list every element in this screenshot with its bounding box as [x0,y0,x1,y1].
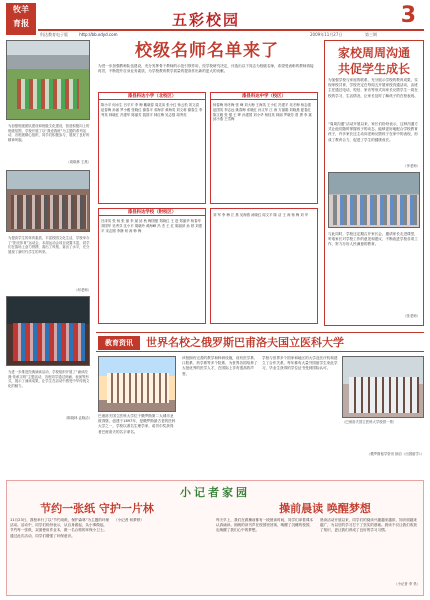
teacher-table-north [98,92,206,204]
university-body-3: 学校与世界多个国家和地区的大学及医疗机构建立了合作关系，每年都有大量外国留学生来此学习，毕业生获得的学位证书受到国际认可。 [262,356,338,371]
author-note-1: （周晓林 王燕） [66,160,91,164]
crowd-shape [11,195,87,229]
news-banner [96,332,424,352]
author-note-2: （何老师） [74,288,91,292]
section-title: 五彩校园 [171,11,240,29]
campus-shape [349,377,419,413]
bottom-article-1-cont [114,518,210,586]
right-feature-note-1: （李老师） [403,164,420,168]
people-shape [333,195,417,225]
caption-class-activity: 为加强班级团队建设和班级文化建设，营造积极向上的班级氛围，学校开展了以“我爱我班”为主题的系列活动，各班级精心组织，同学们积极参与，展现了良好的精神风貌。 [8,124,90,142]
parent-meeting-photo [328,172,420,228]
right-feature-body-1: 为加强学校与家庭的联系，充分展示学校的教育成果，实现家校共育，学校决定在每周五开展家校沟通活动，由班主任通过电话、短信、家访等形式向家长反馈学生一周在校的学习、生活情况，让家长及时了解孩子的在校表现。 [328,78,418,98]
author-note-3: （陈晓林 孟晓洁） [63,416,92,420]
logo-bottom-text: 育报 [13,19,29,28]
stage-shape [13,323,85,361]
performance-photo [6,296,90,366]
info-bar [40,32,424,38]
site-url[interactable]: http://bb.xdyd.com [79,32,118,37]
university-campus-photo [342,356,424,418]
right-feature-title-2: 共促学生成长 [337,62,410,76]
issue-date: 2009年11月27日 [310,32,343,37]
issue-number: 第三期 [365,32,377,37]
bottom-article-1-note: （小记者 何梦婷） [114,518,144,522]
teacher-table-attached [98,208,206,324]
university-body-1: 巴甫洛夫国立医科大学位于俄罗斯第二大城市圣彼得堡，创建于1897年，是俄罗斯最古老的医科大学之一，学校以著名生理学家、诺贝尔奖获得者巴甫洛夫的名字命名。 [98,414,176,434]
caption-recitation: 为进一步推进经典诵读活动，学校组织开展了“诵读经典·传承文明”主题活动，各班同学通过朗诵、表演等形式，展示了诵读成果，让学生在活动中感受中华传统文化的魅力。 [8,370,90,388]
university-body-2: 该校拥有完善的教学和科研设施，设有医学系、口腔系、药学系等多个院系，为世界各国培养了大批优秀的医学人才，在国际上享有很高的声誉。 [182,356,258,376]
teacher-names-1: 陈小平 何水生 吕平平 李 梅 戴晓春 周灵凤 张小红 杨云松 刘文清 赵春梅 孙丽 罗小雅 张晓红 谢春平 邓海洋 黄海英 刘文莉 谢春生 李秀英 林晓红 冯建华 陈丽芳 钱国平 林红梅 吴志强 周秀英 [101,103,203,117]
building-shape [107,373,169,403]
masthead-rule [38,29,424,31]
table-heading-2: 漆县科达中学（校区） [211,93,317,100]
crowd-photo [6,170,90,232]
bottom-article-3: 晨读活动开展以来，同学们的阅读兴趣越来越浓，知识面越来越广，为以后的学习打下了坚实的基础。晨读不仅让我们收获了知识，更让我们养成了良好的学习习惯。 [320,518,418,533]
university-photo-caption: （巴甫洛夫国立医科大学校园一景） [342,420,397,424]
teacher-table-middle [210,92,318,204]
bottom-section-title: 小记者家园 [180,486,250,499]
table-heading-3: 漆县科达学校（附校区） [99,209,205,216]
bottom-article-3-note: （小记者 李 昊） [394,582,420,586]
right-feature-note-2: （张老师） [403,314,420,318]
logo-top-text: 牧羊 [13,5,29,14]
athletes-shape [17,79,79,109]
table-heading-1: 漆县科达小学（北校区） [99,93,205,100]
bottom-article-1: 11月23日，我校举行了以“节约用纸，保护森林”为主题的环保活动。活动中，同学们纷纷表示，从自身做起，从小事做起，节约每一张纸，双面使用作业本，做一名合格的环保小卫士。通过此次活动，同学们增强了环保意识。 [10,518,110,538]
right-feature-body-3: 与此同时，学校还定期召开家长会，邀请家长走进课堂，听取家长对学校工作的意见和建议，不断改进学校各项工作，努力办好人民满意的教育。 [328,232,418,247]
teacher-table-extra [210,208,318,324]
banner-label: 教育资讯 [98,336,140,350]
teacher-names-2: 杨春梅 杨冬梅 张 峰 刘大梅 王海英 王小红 冯建平 吴冬梅 杨志强 赵国英 李志远 姚春梅 邓晓红 孙文华 江 涛 方丽娟 刘晓燕 夏春红 陈文雅 张 强 王 晖 孙建国 刘小华 杨桂英 林丽 罗晓芳 曾 勇 李 斌 邱小燕 王雪梅 [213,103,312,122]
bottom-headline-1: 节约一张纸 守护一片林 [40,502,154,515]
masthead [6,3,424,37]
sports-photo [6,40,90,120]
caption-sports-day: 为提高学生的体育素质，丰富校园文化生活，学校举办了“阳光体育”运动会，本届运动会项目设置丰富，同学们在赛场上奋力拼搏，赛出了风格，赛出了水平，充分展现了新时代学生的风采。 [8,236,90,254]
info-left: 科达教育电子版 [40,32,68,37]
right-feature-body-2: “周周沟通”活动开展以来，家长们纷纷表示，这种沟通方式让他们随时掌握孩子的动态，能够更好地配合学校教育孩子，许多家长还主动向老师反馈孩子在家中的表现，形成了教育合力，促进了学生的健康成长。 [328,122,418,142]
bottom-article-2: 每天早上，我们在做操前都有一段晨读时间，同学们拿着课本认真诵读。朗朗的读书声在校园里回荡，唤醒了沉睡的校园，也唤醒了我们心中的梦想。 [216,518,314,533]
teacher-names-3: 吕泽英 张 杨 张 丽 李 斌 邱 秋 梅国强 郑晓红 王 进 郑丽华 杨春华 刘国华 吴秀芬 沈小平 胡晓玲 黄海峰 冯 杰 王 红 陈丽萍 孙 婷 刘建平 宋志刚 李静 何 涛 韩 梅 [101,219,203,233]
newspaper-logo [6,3,36,35]
teacher-names-4: 刘 军 李 梅 江 燕 吴海燕 汤晓红 周文平 陈 洁 王 涛 杨 梅 刘 华 [213,213,309,217]
bottom-headline-2: 操前晨读 唤醒梦想 [279,502,371,515]
university-photo [98,356,176,412]
banner-title: 世界名校之俄罗斯巴甫洛夫国立医科大学 [146,336,344,349]
university-source-note: （俄罗斯留学资讯 摘自《出国留学》） [366,452,424,456]
page-number: 3 [400,3,416,28]
stand-shape [7,55,90,69]
feature-intro: 为进一步加强教师队伍建设，充分发挥骨干教师的示范引领作用，经学校研究决定，评选出以下同志为校级名师，希望受表彰的教师再接再厉，不断提升自身业务素质，为学校教育教学质量的提高作出新的更大的贡献。 [98,64,314,74]
feature-title: 校级名师名单来了 [135,41,279,61]
right-feature-title-1: 家校周周沟通 [337,46,410,60]
